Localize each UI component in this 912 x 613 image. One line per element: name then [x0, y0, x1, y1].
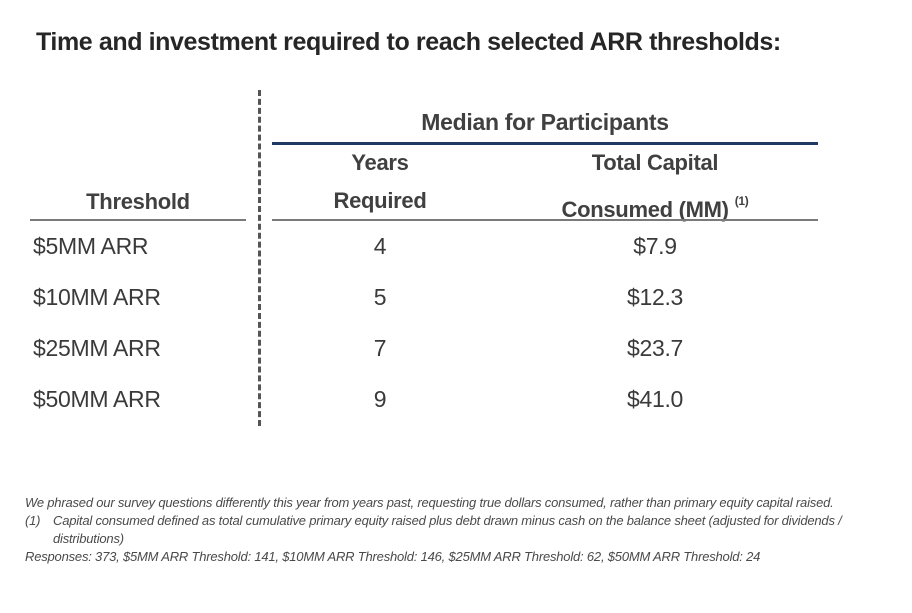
footnote-1-text: Capital consumed defined as total cumulative primary equity raised plus debt drawn minus cash on the balance sheet (adjusted for dividends / distributions) — [53, 513, 842, 546]
header-rule-threshold — [30, 219, 246, 221]
cell-threshold: $50MM ARR — [33, 386, 161, 412]
column-header-years-required — [290, 144, 470, 220]
cell-years-required: 9 — [373, 386, 387, 412]
cell-capital-consumed: $12.3 — [626, 284, 684, 310]
cell-years-required: 7 — [373, 335, 387, 361]
footnote-1 — [25, 512, 885, 548]
column-header-total-capital — [500, 144, 810, 229]
column-header-years-line2: Required — [333, 188, 427, 213]
cell-capital-consumed: $7.9 — [633, 233, 677, 259]
footnote-1-marker: (1) — [25, 513, 41, 528]
table-row — [0, 226, 912, 266]
footnote-intro: We phrased our survey questions differently this year from years past, requesting true dollars consumed, rather than primary equity capital raised. — [25, 495, 834, 510]
column-header-capital-line1: Total Capital — [591, 150, 719, 175]
cell-threshold: $10MM ARR — [33, 284, 161, 310]
table-row — [0, 328, 912, 368]
table-row — [0, 277, 912, 317]
column-header-threshold: Threshold — [86, 189, 190, 214]
cell-capital-consumed: $41.0 — [626, 386, 684, 412]
column-header-capital-line2: Consumed (MM) — [561, 197, 729, 222]
column-header-years-line1: Years — [351, 150, 409, 175]
cell-capital-consumed: $23.7 — [626, 335, 684, 361]
cell-threshold: $5MM ARR — [33, 233, 149, 259]
footnote-reference: (1) — [734, 194, 749, 208]
header-rule-median — [272, 219, 818, 221]
column-header-capital-line2-wrap — [500, 182, 810, 229]
table-row — [0, 379, 912, 419]
page-title: Time and investment required to reach selected ARR thresholds: — [36, 28, 781, 56]
cell-years-required: 4 — [373, 233, 387, 259]
footnotes — [25, 494, 885, 566]
cell-years-required: 5 — [373, 284, 387, 310]
group-header-median: Median for Participants — [421, 109, 669, 135]
cell-threshold: $25MM ARR — [33, 335, 161, 361]
footnote-responses: Responses: 373, $5MM ARR Threshold: 141, $10MM ARR Threshold: 146, $25MM ARR Threshold: 62, $50MM ARR Threshold: 24 — [25, 549, 761, 564]
